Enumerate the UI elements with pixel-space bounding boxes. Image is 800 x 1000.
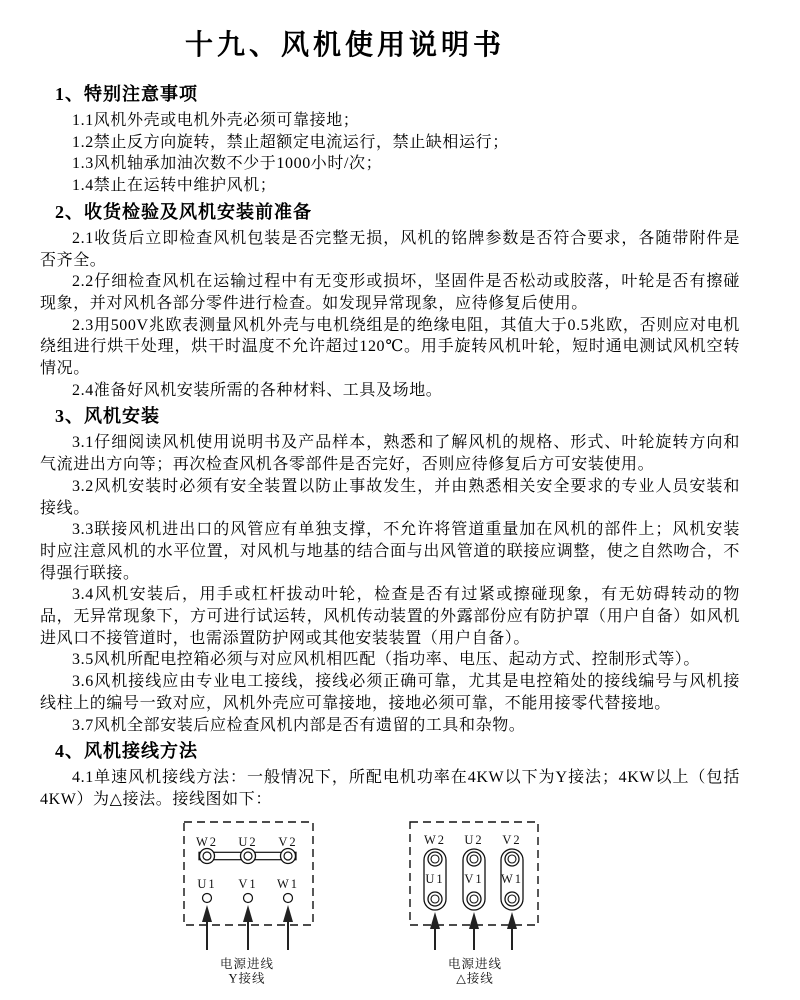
terminal-circle-w2 [200,849,215,864]
terminal-label-w1: W1 [500,872,524,886]
terminal-circle-v1 [244,894,253,903]
section-3 [40,404,740,736]
paragraph: 2.2仔细检查风机在运输过程中有无变形或损坏，坚固件是否松动或胶落，叶轮是否有擦碰现象，并对风机各部分零件进行检查。如发现异常现象，应待修复后使用。 [40,273,740,312]
terminal-circle-w1 [284,894,293,903]
paragraph: 3.6风机接线应由专业电工接线，接线必须正确可靠，尤其是电控箱处的接线编号与风机接线柱上的编号一致对应，风机外壳应可靠接地，接地必须可靠，不能用接零代替接地。 [40,673,740,712]
section-heading: 3、风机安装 [55,406,160,427]
terminal-label-v1: V1 [464,872,484,886]
section-heading: 1、特别注意事项 [55,84,198,104]
section-heading: 2、收货检验及风机安装前准备 [55,201,312,222]
paragraph: 3.4风机安装后，用手或杠杆拔动叶轮，检查是否有过紧或擦碰现象，有无妨碍转动的物品，无异常现象下，方可进行试运转，风机传动装置的外露部份应有防护罩（用户自备）如风机进风口不接管道时，也需添置防护网或其他安装装置（用户自备）。 [40,586,740,647]
paragraph: 1.3风机轴承加油次数不少于1000小时/次； [72,155,383,173]
terminal-label-v2: V2 [502,833,522,847]
terminal-label-v1: V1 [238,877,258,891]
power-arrow [469,912,479,950]
paragraph: 2.1收货后立即检查风机包装是否完整无损，风机的铭牌参数是否符合要求，各随带附件是否齐全。 [40,229,740,269]
doc-title: 十九、风机使用说明书 [184,30,505,61]
paragraph: 3.3联接风机进出口的风管应有单独支撑，不允许将管道重量加在风机的部件上；风机安装时应注意风机的水平位置，对风机与地基的结合面与出风管道的联接应调整，使之自然吻合，不得强行联接。 [40,521,740,582]
paragraph: 3.5风机所配电控箱必须与对应风机相匹配（指功率、电压、起动方式、控制形式等）。 [72,651,701,669]
paragraph: 3.2风机安装时必须有安全装置以防止事故发生，并由熟悉相关安全要求的专业人员安装和接线。 [40,477,740,517]
power-arrow [507,912,517,950]
terminal-circle-u2 [241,849,256,864]
terminal-label-u2: U2 [464,833,484,847]
terminal-label-w1: W1 [276,877,300,891]
terminal-label-u1: U1 [197,877,217,891]
power-arrow [202,905,212,950]
power-arrow [283,905,293,950]
y-connection-diagram [140,815,360,1000]
section-1 [40,82,740,197]
wiring-diagrams [0,815,800,1000]
delta-caption-line2: △接线 [456,971,494,986]
paragraph: 3.7风机全部安装后应检查风机内部是否有遗留的工具和杂物。 [72,716,526,734]
paragraph: 1.1风机外壳或电机外壳必须可靠接地； [72,112,360,129]
terminal-label-w2: W2 [195,835,219,849]
delta-caption-line1: 电源进线 [447,957,503,971]
paragraph: 3.1仔细阅读风机使用说明书及产品样本，熟悉和了解风机的规格、形式、叶轮旋转方向和气流进出方向等；再次检查风机各零部件是否完好，否则应待修复后方可安装使用。 [40,434,740,474]
terminal-label-v2: V2 [278,835,298,849]
y-caption-line2: Y接线 [228,971,266,986]
paragraph: 2.3用500V兆欧表测量风机外壳与电机绕组是的绝缘电阻，其值大于0.5兆欧，否则应对电机绕组进行烘干处理，烘干时温度不允许超过120℃。用手旋转风机叶轮，短时通电测试风机空转情况。 [40,316,740,378]
section-2 [40,200,740,402]
terminal-circle-u1 [203,894,212,903]
terminal-label-u1: U1 [425,872,445,886]
paragraph: 1.4禁止在运转中维护风机； [72,177,277,195]
delta-connection-diagram [400,815,620,1000]
section-heading: 4、风机接线方法 [55,741,198,762]
terminal-label-w2: W2 [423,833,447,847]
paragraph: 1.2禁止反方向旋转，禁止超额定电流运行，禁止缺相运行； [72,133,509,151]
paragraph: 2.4准备好风机安装所需的各种材料、工具及场地。 [72,381,443,399]
power-arrow [243,905,253,950]
section-4 [40,739,740,810]
y-caption-line1: 电源进线 [219,957,275,971]
terminal-circle-v2 [281,849,296,864]
power-arrow [430,912,440,950]
paragraph: 4.1单速风机接线方法：一般情况下，所配电机功率在4KW以下为Y接法；4KW以上（包括4KW）为△接法。接线图如下： [40,769,740,808]
terminal-label-u2: U2 [238,835,258,849]
